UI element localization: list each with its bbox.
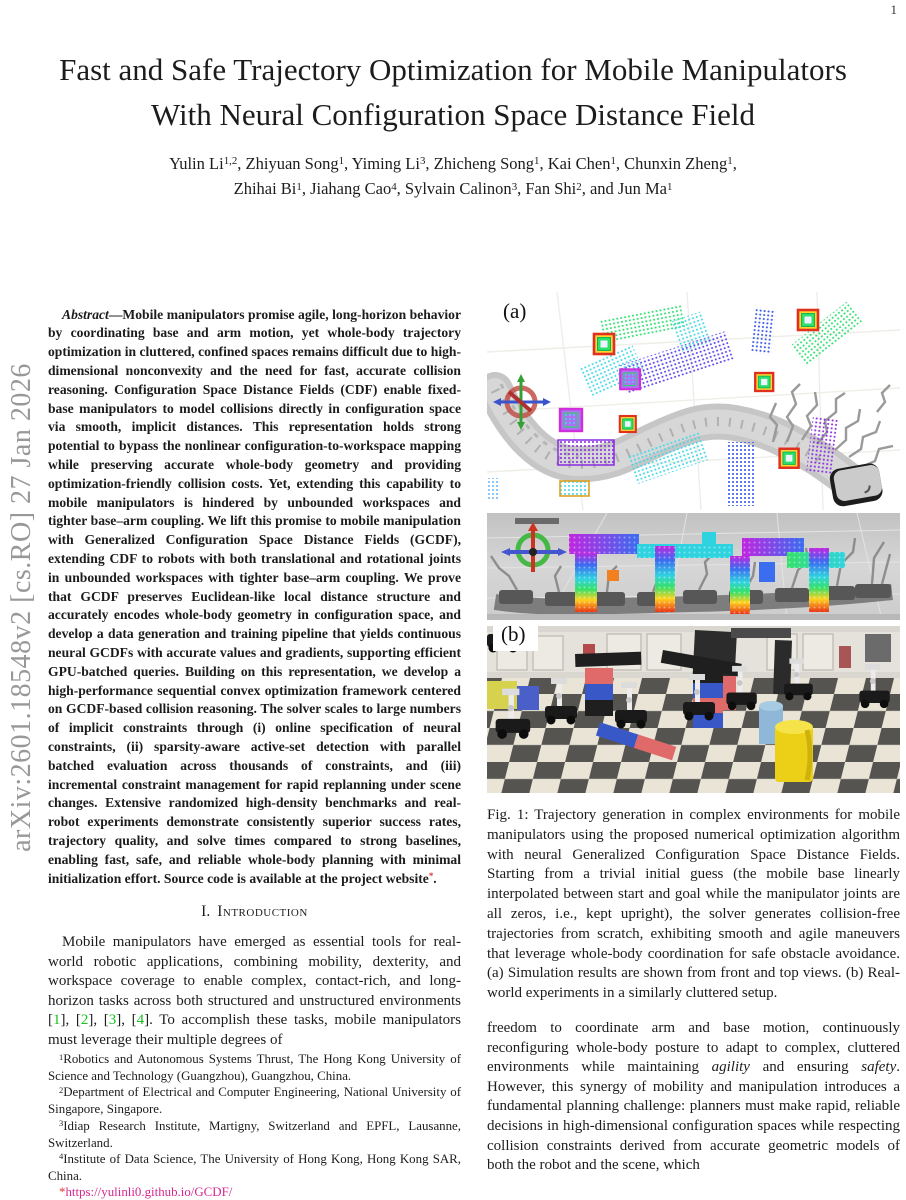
text-segment: Department of Electrical and Computer Engineering, National University of Singapore, Singapore. (48, 1085, 461, 1117)
yellow-cylinder (775, 720, 813, 782)
text-segment: and ensuring (749, 1059, 862, 1076)
text-segment: 3 (511, 180, 518, 193)
text-segment: 1 (338, 155, 345, 168)
text-segment: agility (711, 1059, 750, 1076)
section-title: Introduction (217, 903, 308, 921)
section-heading-introduction (48, 903, 461, 921)
text-segment: , Sylvain Calinon (396, 179, 512, 199)
footnote-affiliation-4 (48, 1151, 461, 1184)
author-list (53, 151, 853, 202)
footnote-affiliation-3 (48, 1118, 461, 1151)
text-segment: . However, this synergy of mobility and manipulation introduces a fundamental planning challenge: planners must make rapid, reliable decisions in high-dimensional configuration spaces while respecting collision constraints derived from accurate geometric models of both the robot and the scene, which (487, 1059, 900, 1174)
text-segment: 2 (576, 180, 582, 193)
text-segment: ], [ (116, 1012, 137, 1029)
text-segment: Institute of Data Science, The University of Hong Kong, Hong Kong SAR, China. (48, 1151, 461, 1183)
text-segment: 3 (59, 1117, 64, 1128)
section-number: I. (201, 903, 211, 921)
text-segment: ]. To accomplish these tasks, mobile manipulators must leverage their multiple degrees of (48, 1012, 461, 1048)
citation-link[interactable]: 3 (108, 1012, 117, 1029)
project-url-link[interactable]: https://yulinli0.github.io/GCDF/ (65, 1184, 233, 1199)
text-segment: 4 (391, 180, 397, 193)
figure-1a-front-view (487, 510, 900, 620)
sim-top-view-image (487, 292, 900, 510)
affiliation-footnotes (48, 1051, 461, 1200)
text-segment: 1 (534, 155, 540, 168)
figure-1a-label: (a) (503, 299, 527, 323)
text-segment: safety (861, 1059, 897, 1076)
text-segment: 4 (59, 1151, 64, 1162)
text-segment: , and Jun Ma (581, 179, 667, 199)
text-segment: Abstract (62, 306, 109, 322)
figure-1-caption: Fig. 1: Trajectory generation in complex environments for mobile manipulators using the proposed numerical optimization algorithm with neural Generalized Configuration Space Distance Fields. Starting from a trivial initial guess (the mobile base linearly interpolated between start and goal while the manipulator joints are all zeros, i.e., kept upright), the solver generates collision-free trajectories from scratch, exhibiting smooth and agile maneuvers that leverage whole-body coordination for safe obstacle avoidance. (a) Simulation results are shown from front and top views. (b) Real-world experiments in a similarly cluttered setup. (487, 807, 900, 1002)
text-segment: ], [ (88, 1012, 109, 1029)
text-segment: , Kai Chen (539, 153, 611, 173)
text-segment: 1,2 (223, 155, 238, 168)
figure-1a-top-view (487, 292, 900, 510)
body-continuation-paragraph (487, 1019, 900, 1176)
title-block (53, 48, 853, 202)
introduction-paragraph (48, 933, 461, 1050)
text-segment: , Fan Shi (517, 179, 577, 199)
footnote-affiliation-2 (48, 1084, 461, 1117)
text-segment: , Zhiyuan Song (237, 153, 339, 173)
text-segment: . (433, 870, 437, 886)
text-segment: , Chunxin Zheng (615, 153, 728, 173)
text-segment: Zhihai Bi (233, 179, 297, 199)
page-number: 1 (890, 2, 897, 17)
text-segment: , Zhicheng Song (425, 153, 535, 173)
citation-link[interactable]: 2 (80, 1012, 89, 1029)
text-segment: Idiap Research Institute, Martigny, Switzerland and EPFL, Lausanne, Switzerland. (48, 1118, 461, 1150)
paper-title: Fast and Safe Trajectory Optimization for Mobile Manipulators With Neural Configuration Space Distance Field (59, 52, 847, 132)
text-segment: 1 (610, 155, 616, 168)
arxiv-sidebar-watermark: arXiv:2601.18548v2 [cs.RO] 27 Jan 2026 (6, 363, 37, 852)
text-segment: Mobile manipulators have emerged as essential tools for real-world robotic applications, combining mobility, dexterity, and workspace coverage to enable complex, contact-rich, and long-horizon tasks across both structured and unstructured environments [ (48, 934, 461, 1029)
citation-link[interactable]: 4 (136, 1012, 145, 1029)
figure-1b-photo (487, 622, 900, 793)
text-segment: 2 (59, 1084, 64, 1095)
text-segment: Yulin Li (169, 153, 224, 173)
text-segment: 1 (666, 180, 673, 193)
text-segment: 1 (727, 155, 733, 168)
two-column-body (48, 292, 900, 1200)
footnote-project-url (48, 1184, 461, 1200)
footnote-affiliation-1 (48, 1051, 461, 1084)
author-line-2 (53, 176, 853, 202)
text-segment: , Jiahang Cao (301, 179, 392, 199)
abstract-paragraph (48, 306, 461, 890)
text-segment: —Mobile manipulators promise agile, long-horizon behavior by coordinating base and arm motion, yet whole-body trajectory optimization in cluttered, confined spaces remains difficult due to high-dimensional nonconvexity and the need for fast, accurate collision reasoning. Configuration Space Distance Fields (CDF) enable fixed-base manipulators to model collisions directly in configuration space via smooth, implicit distances. This representation holds strong potential to bypass the nonlinear configuration-to-workspace mapping while preserving accurate whole-body geometry and providing optimization-friendly collision costs. Yet, extending this capability to mobile manipulators is hindered by unbounded workspaces and tighter base–arm coupling. We lift this promise to mobile manipulation with Generalized Configuration Space Distance Fields (GCDF), extending CDF to robots with both translational and rotational joints in unbounded workspaces with tighter base–arm coupling. We prove that GCDF preserves Euclidean-like local distance structure and accurately encodes whole-body geometry in configuration space, and develop a data generation and training pipeline that yields continuous neural GCDFs with accurate values and gradients, supporting efficient GPU-batched queries. Building on this representation, we develop a high-performance sequential convex optimization framework centered on GCDF-based collision reasoning. The solver scales to large numbers of implicit constraints through (i) online specification of neural constraints, (ii) sparsity-aware active-set detection with parallel batched evaluation across thousands of constraints, and (iii) incremental constraint management for rapid replanning under scene changes. Extensive randomized high-density benchmarks and real-robot experiments demonstrate consistently superior success rates, trajectory quality, and solve times compared to strong baselines, enabling fast, safe, and reliable whole-body planning with minimal initialization effort. Source code is available at the project website (48, 306, 461, 886)
left-column (48, 292, 461, 1200)
text-segment: ], [ (60, 1012, 81, 1029)
text-segment: , (732, 153, 737, 173)
text-segment: freedom to coordinate arm and base motion, continuously reconfiguring whole-body posture to adapt to complex, cluttered environments while maintaining (487, 1019, 900, 1076)
footnote-star-link[interactable]: * (428, 870, 434, 881)
citation-link[interactable]: 1 (53, 1012, 61, 1029)
real-world-photo-image (487, 626, 900, 793)
text-segment: 3 (419, 155, 426, 168)
figure-1b-label: (b) (493, 620, 538, 651)
text-segment: , Yiming Li (344, 153, 420, 173)
text-segment: 1 (59, 1051, 64, 1062)
author-line-1 (53, 151, 853, 177)
text-segment: Robotics and Autonomous Systems Thrust, The Hong Kong University of Science and Technology (Guangzhou), Guangzhou, China. (48, 1052, 461, 1084)
text-segment: 1 (296, 180, 302, 193)
text-segment: * (59, 1184, 66, 1199)
sim-front-view-image (487, 510, 900, 620)
viewer-label-bar (515, 518, 559, 524)
right-column (487, 292, 900, 1200)
